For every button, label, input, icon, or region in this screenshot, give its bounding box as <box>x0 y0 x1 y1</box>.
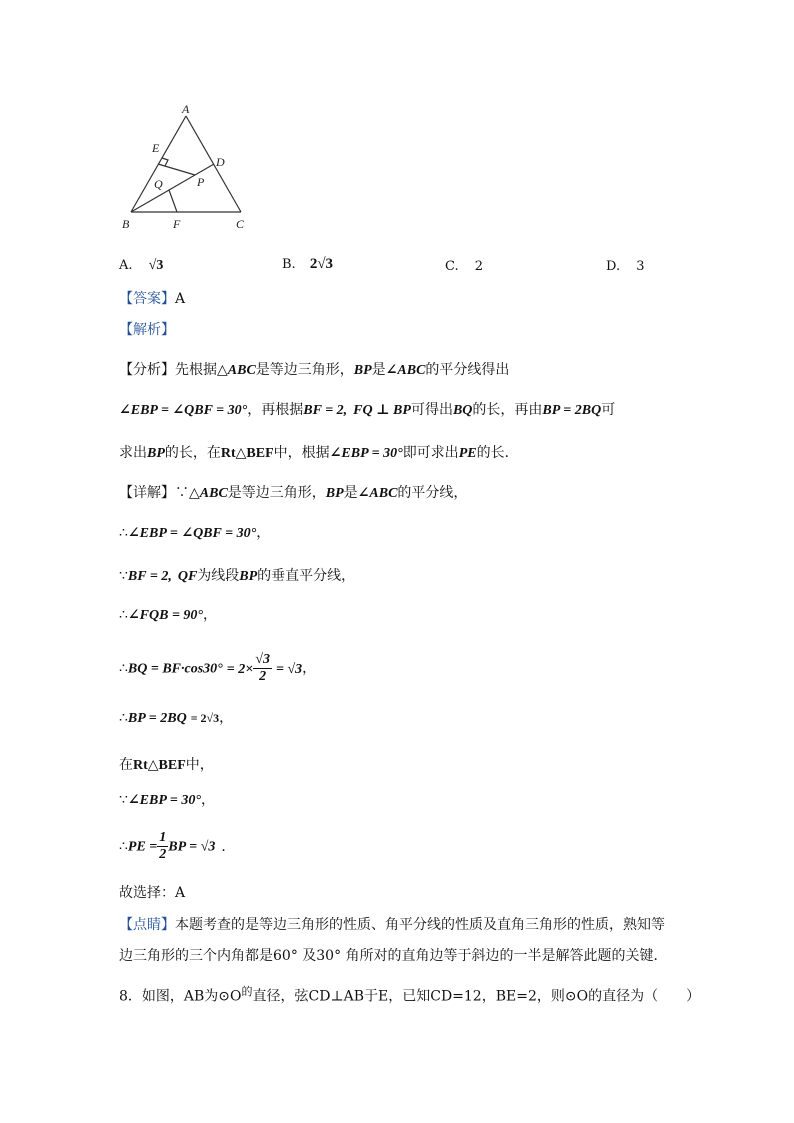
question-8: 8．如图，AB为$⊙O^的$直径，弦CD⊥AB于E，已知CD=12，BE=2，则⊙O的直径为（ ） <box>119 985 701 1005</box>
detail-line-9: ∴PE = $\frac{1}{2}$ BP = √3 ． <box>119 830 236 862</box>
fraction-sqrt3-over-2: $\frac{√3}{2}$ <box>255 652 270 684</box>
detail-line-3: ∵BF = 2, QF为线段BP的垂直平分线， <box>119 568 356 584</box>
choice-line: 故选择：A <box>119 885 186 901</box>
detail-line-4: ∴∠FQB = 90°， <box>119 607 218 623</box>
detail-line-2: ∴∠EBP = ∠QBF = 30°， <box>119 525 271 541</box>
segment-ep <box>158 164 195 175</box>
label-b: B <box>122 217 130 231</box>
option-c: C. 2 <box>445 259 484 274</box>
right-angle-mark <box>162 158 168 166</box>
detail-line-1: 【详解】∵△ABC是等边三角形，BP是∠ABC的平分线， <box>119 485 468 501</box>
fenxi-line-2: ∠EBP = ∠QBF = 30°，再根据BF = 2, FQ ⊥ BP可得出BQ的长，再由BP = 2BQ可 <box>119 402 616 418</box>
label-e: E <box>152 141 160 155</box>
analysis-heading: 【解析】 <box>119 322 175 338</box>
option-b: B. 2√3 <box>282 256 334 272</box>
label-f: F <box>173 217 181 231</box>
detail-line-7: 在Rt△BEF中， <box>119 757 214 773</box>
fraction-one-half: $\frac{1}{2}$ <box>159 830 167 862</box>
answer-line: 【答案】A <box>119 291 186 307</box>
segment-qf <box>169 190 177 212</box>
option-a: A. √3 <box>119 258 164 273</box>
detail-line-5: ∴BQ = BF·cos30° = 2× $\frac{√3}{2}$ = √3， <box>119 652 317 684</box>
triangle-figure <box>110 100 260 235</box>
label-a: A <box>182 102 190 116</box>
fenxi-line-1: 【分析】先根据△ABC是等边三角形，BP是∠ABC的平分线得出 <box>119 362 510 378</box>
detail-line-6: ∴BP = 2BQ = 2√3， <box>119 710 234 726</box>
label-p: P <box>197 175 205 189</box>
label-d: D <box>216 155 225 169</box>
detail-line-8: ∵∠EBP = 30°， <box>119 792 215 808</box>
label-q: Q <box>154 177 163 191</box>
option-d: D. 3 <box>606 259 645 274</box>
dianjing-line-1: 【点睛】本题考查的是等边三角形的性质、角平分线的性质及直角三角形的性质，熟知等 <box>119 917 665 933</box>
label-c: C <box>236 217 245 231</box>
fenxi-line-3: 求出BP的长，在Rt△BEF中，根据∠EBP = 30°即可求出PE的长． <box>119 445 519 461</box>
dianjing-line-2: 边三角形的三个内角都是60° 及30° 角所对的直角边等于斜边的一半是解答此题的关键． <box>119 948 668 964</box>
